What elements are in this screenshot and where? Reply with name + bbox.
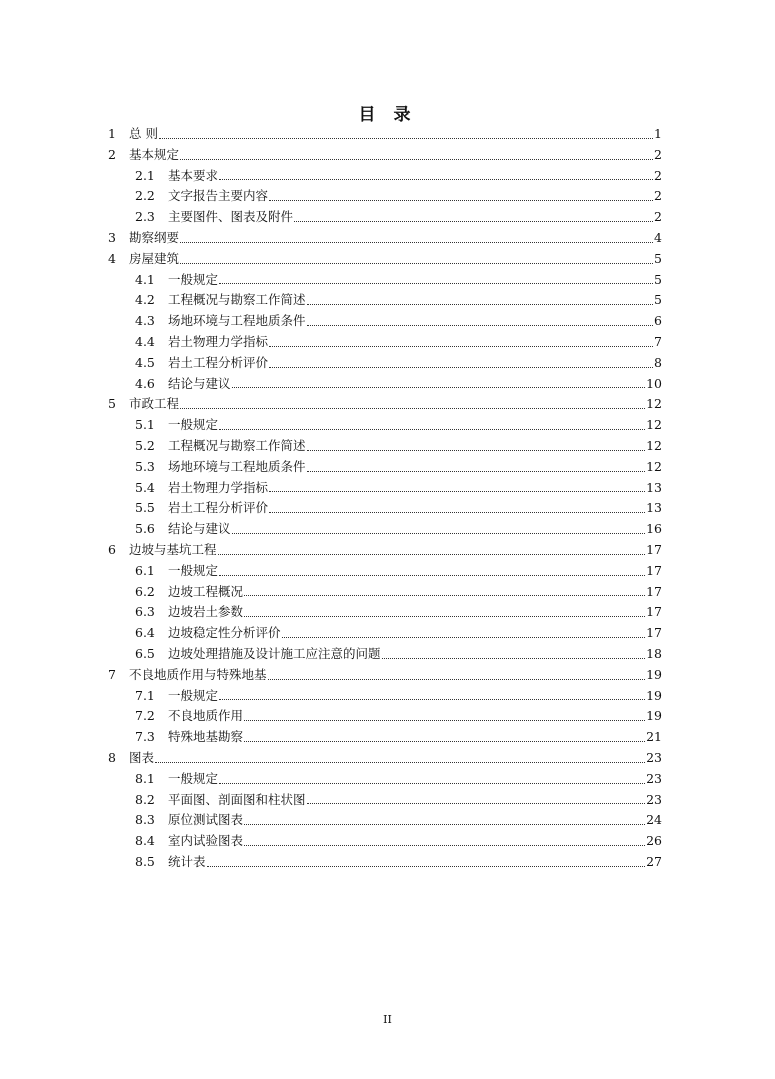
toc-entry-number: 4.1 <box>135 271 155 287</box>
toc-entry-label: 特殊地基勘察 <box>168 729 244 745</box>
toc-entry-label: 工程概况与勘察工作简述 <box>168 437 306 453</box>
toc-entry-number: 5 <box>108 396 116 412</box>
toc-entry[interactable] <box>108 810 662 831</box>
toc-entry-page: 12 <box>646 458 662 474</box>
dot-leader <box>268 667 646 680</box>
toc-entry-number: 7 <box>108 666 116 682</box>
dot-leader <box>180 251 653 264</box>
toc-entry-number: 4.2 <box>135 292 155 308</box>
toc-entry-number: 4.6 <box>135 375 155 391</box>
toc-entry[interactable] <box>108 394 662 415</box>
toc-entry[interactable] <box>108 145 662 166</box>
toc-entry[interactable] <box>108 374 662 395</box>
toc-entry-label: 房屋建筑 <box>129 250 180 266</box>
dot-leader <box>219 688 645 701</box>
toc-entry-label: 室内试验图表 <box>168 833 244 849</box>
dot-leader <box>244 708 645 721</box>
toc-entry-number: 5.2 <box>135 437 155 453</box>
toc-entry-number: 7.3 <box>135 729 155 745</box>
toc-entry-label: 基本规定 <box>129 146 180 162</box>
toc-entry-number: 4 <box>108 250 116 266</box>
toc-entry-label: 一般规定 <box>168 562 219 578</box>
toc-entry-number: 8.5 <box>135 853 155 869</box>
toc-entry-label: 基本要求 <box>168 167 219 183</box>
dot-leader <box>269 480 645 493</box>
toc-entry-page: 4 <box>654 229 662 245</box>
toc-entry[interactable] <box>108 228 662 249</box>
dot-leader <box>218 542 646 555</box>
toc-entry[interactable] <box>108 207 662 228</box>
toc-entry[interactable] <box>108 249 662 270</box>
toc-entry-page: 12 <box>646 437 662 453</box>
toc-entry-number: 2 <box>108 146 116 162</box>
toc-entry-page: 10 <box>646 375 662 391</box>
toc-entry-label: 边坡与基坑工程 <box>129 541 217 557</box>
toc-entry-number: 6.2 <box>135 583 155 599</box>
dot-leader <box>244 833 645 846</box>
toc-entry-page: 23 <box>646 749 662 765</box>
toc-entry-number: 8.1 <box>135 770 155 786</box>
toc-entry-label: 一般规定 <box>168 271 219 287</box>
toc-entry[interactable] <box>108 790 662 811</box>
dot-leader <box>269 500 645 513</box>
toc-entry-number: 8.2 <box>135 791 155 807</box>
page-title: 目 录 <box>358 105 417 125</box>
toc-entry[interactable] <box>108 831 662 852</box>
toc-entry[interactable] <box>108 498 662 519</box>
dot-leader <box>155 750 645 763</box>
dot-leader <box>244 584 645 597</box>
toc-entry-page: 18 <box>646 645 662 661</box>
page-number: II <box>383 1013 392 1026</box>
toc-entry[interactable] <box>108 582 662 603</box>
toc-entry-label: 结论与建议 <box>168 521 231 537</box>
dot-leader <box>159 126 653 139</box>
dot-leader <box>180 230 653 243</box>
toc-entry-label: 勘察纲要 <box>129 229 180 245</box>
toc-entry-number: 5.3 <box>135 458 155 474</box>
dot-leader <box>294 209 653 222</box>
toc-entry-number: 6.1 <box>135 562 155 578</box>
toc-entry-label: 场地环境与工程地质条件 <box>168 458 306 474</box>
toc-entry-number: 7.1 <box>135 687 155 703</box>
table-of-contents <box>108 124 662 873</box>
dot-leader <box>282 625 646 638</box>
dot-leader <box>219 168 653 181</box>
dot-leader <box>219 417 645 430</box>
dot-leader <box>244 729 645 742</box>
dot-leader <box>180 147 653 160</box>
toc-entry-page: 7 <box>654 333 662 349</box>
toc-entry[interactable] <box>108 332 662 353</box>
toc-entry-label: 图表 <box>129 749 155 765</box>
toc-entry-label: 边坡处理措施及设计施工应注意的问题 <box>168 645 381 661</box>
toc-entry-page: 24 <box>646 812 662 828</box>
toc-entry-label: 岩土工程分析评价 <box>168 500 269 516</box>
toc-entry-page: 5 <box>654 271 662 287</box>
toc-entry[interactable] <box>108 436 662 457</box>
toc-entry-page: 13 <box>646 479 662 495</box>
toc-entry[interactable] <box>108 852 662 873</box>
toc-entry[interactable] <box>108 561 662 582</box>
toc-entry-page: 5 <box>654 292 662 308</box>
toc-entry-number: 7.2 <box>135 708 155 724</box>
toc-entry[interactable] <box>108 602 662 623</box>
toc-entry-label: 场地环境与工程地质条件 <box>168 313 306 329</box>
toc-entry[interactable] <box>108 727 662 748</box>
toc-entry-number: 4.5 <box>135 354 155 370</box>
toc-entry-label: 岩土物理力学指标 <box>168 333 269 349</box>
toc-entry[interactable] <box>108 540 662 561</box>
toc-entry-number: 5.4 <box>135 479 155 495</box>
toc-entry-page: 17 <box>646 583 662 599</box>
toc-entry-number: 2.2 <box>135 188 155 204</box>
toc-entry-page: 17 <box>646 625 662 641</box>
dot-leader <box>269 334 653 347</box>
toc-entry-page: 19 <box>646 687 662 703</box>
toc-entry-page: 5 <box>654 250 662 266</box>
toc-entry[interactable] <box>108 769 662 790</box>
toc-entry-label: 统计表 <box>168 853 206 869</box>
toc-entry-number: 8 <box>108 749 116 765</box>
dot-leader <box>269 355 653 368</box>
toc-entry-label: 边坡岩土参数 <box>168 604 244 620</box>
toc-entry-label: 原位测试图表 <box>168 812 244 828</box>
toc-entry-number: 2.1 <box>135 167 155 183</box>
toc-entry-label: 不良地质作用与特殊地基 <box>129 666 267 682</box>
toc-entry[interactable] <box>108 519 662 540</box>
toc-entry[interactable] <box>108 748 662 769</box>
dot-leader <box>219 272 653 285</box>
toc-entry-label: 工程概况与勘察工作简述 <box>168 292 306 308</box>
toc-entry[interactable] <box>108 353 662 374</box>
toc-entry-page: 6 <box>654 313 662 329</box>
toc-entry-page: 17 <box>646 541 662 557</box>
dot-leader <box>269 188 653 201</box>
toc-entry-page: 26 <box>646 833 662 849</box>
dot-leader <box>307 292 654 305</box>
dot-leader <box>219 563 645 576</box>
toc-entry-number: 6.3 <box>135 604 155 620</box>
toc-entry-label: 一般规定 <box>168 687 219 703</box>
toc-entry-label: 岩土工程分析评价 <box>168 354 269 370</box>
toc-entry[interactable] <box>108 311 662 332</box>
toc-entry-page: 21 <box>646 729 662 745</box>
toc-entry-label: 总 则 <box>129 126 158 141</box>
toc-entry[interactable] <box>108 478 662 499</box>
toc-entry-label: 边坡稳定性分析评价 <box>168 625 281 641</box>
toc-entry-label: 边坡工程概况 <box>168 583 244 599</box>
toc-entry[interactable] <box>108 706 662 727</box>
toc-entry-label: 结论与建议 <box>168 375 231 391</box>
toc-entry-page: 2 <box>654 167 662 183</box>
toc-entry-number: 1 <box>108 126 116 141</box>
dot-leader <box>180 396 645 409</box>
toc-entry-number: 8.4 <box>135 833 155 849</box>
dot-leader <box>307 438 646 451</box>
toc-entry-page: 23 <box>646 770 662 786</box>
toc-entry[interactable] <box>108 166 662 187</box>
dot-leader <box>219 771 645 784</box>
toc-entry-page: 27 <box>646 853 662 869</box>
dot-leader <box>244 812 645 825</box>
toc-entry-page: 12 <box>646 396 662 412</box>
dot-leader <box>307 313 654 326</box>
toc-entry-label: 文字报告主要内容 <box>168 188 269 204</box>
toc-entry-page: 13 <box>646 500 662 516</box>
toc-entry-number: 5.1 <box>135 417 155 433</box>
toc-entry[interactable] <box>108 686 662 707</box>
toc-entry-page: 23 <box>646 791 662 807</box>
toc-entry[interactable] <box>108 665 662 686</box>
toc-entry-number: 6.5 <box>135 645 155 661</box>
toc-entry-page: 2 <box>654 188 662 204</box>
toc-entry[interactable] <box>108 415 662 436</box>
toc-entry-page: 17 <box>646 604 662 620</box>
toc-entry-number: 5.5 <box>135 500 155 516</box>
toc-entry-label: 市政工程 <box>129 396 180 412</box>
toc-entry-page: 2 <box>654 209 662 225</box>
toc-entry[interactable] <box>108 623 662 644</box>
toc-entry-page: 8 <box>654 354 662 370</box>
toc-entry[interactable] <box>108 290 662 311</box>
dot-leader <box>244 604 645 617</box>
toc-entry-page: 1 <box>654 126 662 141</box>
toc-entry-number: 8.3 <box>135 812 155 828</box>
toc-entry-number: 4.4 <box>135 333 155 349</box>
toc-entry-page: 19 <box>646 666 662 682</box>
toc-entry-number: 4.3 <box>135 313 155 329</box>
toc-entry[interactable] <box>108 270 662 291</box>
dot-leader <box>207 854 646 867</box>
toc-entry[interactable] <box>108 644 662 665</box>
toc-entry[interactable] <box>108 186 662 207</box>
toc-entry[interactable] <box>108 457 662 478</box>
toc-entry-page: 17 <box>646 562 662 578</box>
toc-entry-number: 6.4 <box>135 625 155 641</box>
dot-leader <box>307 459 646 472</box>
toc-entry-number: 6 <box>108 541 116 557</box>
toc-entry-label: 一般规定 <box>168 770 219 786</box>
toc-entry-label: 主要图件、图表及附件 <box>168 209 294 225</box>
toc-entry-number: 3 <box>108 229 116 245</box>
toc-entry-label: 平面图、剖面图和柱状图 <box>168 791 306 807</box>
toc-entry-label: 不良地质作用 <box>168 708 244 724</box>
toc-entry[interactable] <box>108 124 662 145</box>
toc-entry-label: 一般规定 <box>168 417 219 433</box>
toc-entry-number: 5.6 <box>135 521 155 537</box>
toc-entry-page: 2 <box>654 146 662 162</box>
toc-entry-label: 岩土物理力学指标 <box>168 479 269 495</box>
dot-leader <box>382 646 646 659</box>
dot-leader <box>232 376 646 389</box>
toc-entry-page: 19 <box>646 708 662 724</box>
dot-leader <box>307 792 646 805</box>
toc-entry-page: 16 <box>646 521 662 537</box>
dot-leader <box>232 521 646 534</box>
toc-entry-number: 2.3 <box>135 209 155 225</box>
toc-entry-page: 12 <box>646 417 662 433</box>
